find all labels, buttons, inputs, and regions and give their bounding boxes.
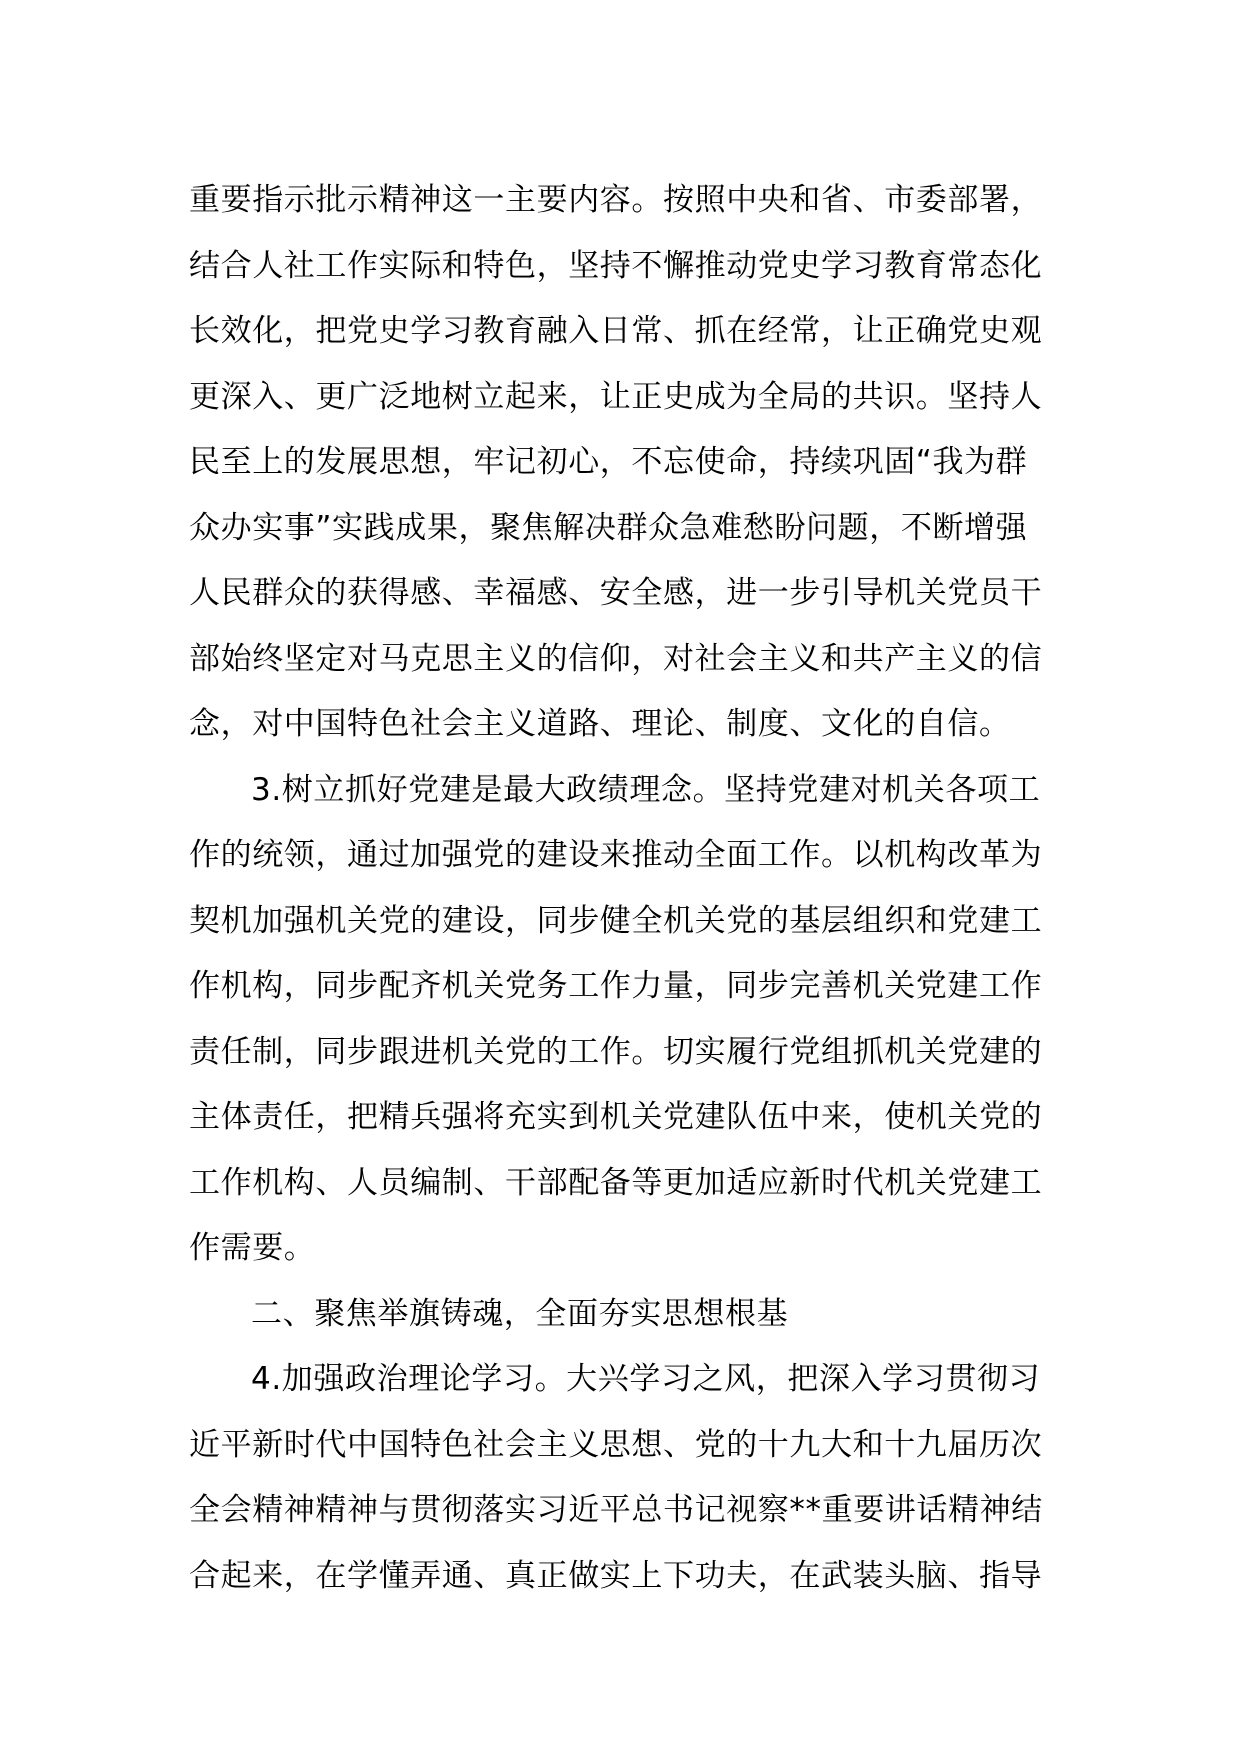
text-line: 契机加强机关党的建设，同步健全机关党的基层组织和党建工 bbox=[189, 902, 1043, 939]
text-line: 结合人社工作实际和特色，坚持不懈推动党史学习教育常态化 bbox=[189, 247, 1043, 284]
section-heading: 二、聚焦举旗铸魂，全面夯实思想根基 bbox=[251, 1295, 789, 1332]
text-line: 长效化，把党史学习教育融入日常、抓在经常，让正确党史观 bbox=[189, 313, 1043, 349]
text-line: 主体责任，把精兵强将充实到机关党建队伍中来，使机关党的 bbox=[189, 1099, 1043, 1135]
text-line: 众办实事”实践成果，聚焦解决群众急难愁盼问题，不断增强 bbox=[189, 509, 1028, 546]
text-line: 部始终坚定对马克思主义的信仰，对社会主义和共产主义的信 bbox=[189, 640, 1043, 677]
text-line: 作机构，同步配齐机关党务工作力量，同步完善机关党建工作 bbox=[189, 968, 1043, 1004]
paragraph-first-line: 4.加强政治理论学习。大兴学习之风，把深入学习贯彻习 bbox=[251, 1361, 1041, 1397]
text-line: 作的统领，通过加强党的建设来推动全面工作。以机构改革为 bbox=[189, 837, 1043, 873]
text-line: 责任制，同步跟进机关党的工作。切实履行党组抓机关党建的 bbox=[189, 1033, 1043, 1070]
text-line: 工作机构、人员编制、干部配备等更加适应新时代机关党建工 bbox=[189, 1164, 1043, 1201]
text-line: 人民群众的获得感、幸福感、安全感，进一步引导机关党员干 bbox=[189, 575, 1043, 611]
text-line: 念，对中国特色社会主义道路、理论、制度、文化的自信。 bbox=[189, 706, 1011, 742]
text-line: 近平新时代中国特色社会主义思想、党的十九大和十九届历次 bbox=[189, 1426, 1043, 1463]
text-line: 重要指示批示精神这一主要内容。按照中央和省、市委部署， bbox=[189, 182, 1043, 218]
text-line: 民至上的发展思想，牢记初心，不忘使命，持续巩固“我为群 bbox=[189, 444, 1028, 480]
document-body bbox=[189, 168, 1059, 1609]
text-line: 作需要。 bbox=[189, 1230, 316, 1266]
paragraph-first-line: 3.树立抓好党建是最大政绩理念。坚持党建对机关各项工 bbox=[251, 771, 1041, 808]
text-line: 全会精神精神与贯彻落实习近平总书记视察**重要讲话精神结 bbox=[189, 1492, 1043, 1528]
text-line: 合起来，在学懂弄通、真正做实上下功夫，在武装头脑、指导 bbox=[189, 1557, 1043, 1594]
text-line: 更深入、更广泛地树立起来，让正史成为全局的共识。坚持人 bbox=[189, 378, 1043, 415]
